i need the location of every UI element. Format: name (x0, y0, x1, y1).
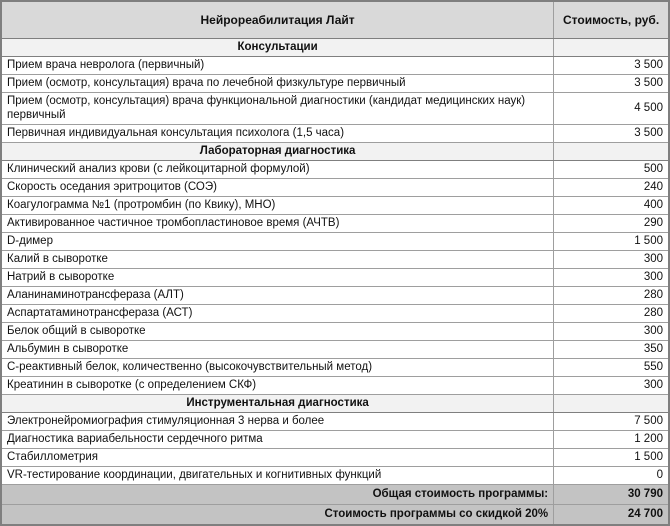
table-row (1, 340, 669, 358)
service-name-cell: Альбумин в сыворотке (1, 340, 554, 358)
section-title: Лабораторная диагностика (1, 142, 554, 160)
service-name-cell: Активированное частичное тромбопластиновое время (АЧТВ) (1, 214, 554, 232)
service-name-cell: Аланинаминотрансфераза (АЛТ) (1, 286, 554, 304)
section-price-cell (554, 39, 669, 57)
table-row (1, 93, 669, 125)
service-name-cell: VR-тестирование координации, двигательных и когнитивных функций (1, 466, 554, 484)
price-cell: 550 (554, 358, 669, 376)
table-row (1, 358, 669, 376)
service-name-cell: D-димер (1, 232, 554, 250)
service-name-cell: Диагностика вариабельности сердечного ритма (1, 430, 554, 448)
price-cell: 290 (554, 214, 669, 232)
total-price-cell: 30 790 (554, 484, 669, 504)
service-name-cell: Первичная индивидуальная консультация психолога (1,5 часа) (1, 124, 554, 142)
price-cell: 400 (554, 196, 669, 214)
service-name-cell: Скорость оседания эритроцитов (СОЭ) (1, 178, 554, 196)
price-cell: 240 (554, 178, 669, 196)
service-name-cell: Прием (осмотр, консультация) врача по лечебной физкультуре первичный (1, 75, 554, 93)
service-name-cell: С-реактивный белок, количественно (высокочувствительный метод) (1, 358, 554, 376)
price-cell: 350 (554, 340, 669, 358)
price-cell: 300 (554, 268, 669, 286)
section-price-cell (554, 142, 669, 160)
service-name-cell: Электронейромиография стимуляционная 3 нерва и более (1, 412, 554, 430)
service-name-cell: Белок общий в сыворотке (1, 322, 554, 340)
discount-label-cell: Стоимость программы со скидкой 20% (1, 504, 554, 525)
price-cell: 1 500 (554, 448, 669, 466)
total-row (1, 484, 669, 504)
table-row (1, 322, 669, 340)
table-row (1, 304, 669, 322)
service-name-cell: Коагулограмма №1 (протромбин (по Квику), МНО) (1, 196, 554, 214)
service-name-cell: Калий в сыворотке (1, 250, 554, 268)
table-row (1, 124, 669, 142)
table-row (1, 214, 669, 232)
table-row (1, 160, 669, 178)
price-cell: 500 (554, 160, 669, 178)
price-cell: 7 500 (554, 412, 669, 430)
table-row (1, 196, 669, 214)
table-row (1, 466, 669, 484)
total-label-cell: Общая стоимость программы: (1, 484, 554, 504)
table-row (1, 250, 669, 268)
table-row (1, 75, 669, 93)
table-row (1, 448, 669, 466)
price-cell: 300 (554, 250, 669, 268)
service-name-cell: Прием врача невролога (первичный) (1, 57, 554, 75)
price-cell: 280 (554, 304, 669, 322)
service-name-cell: Аспартатаминотрансфераза (АСТ) (1, 304, 554, 322)
price-cell: 3 500 (554, 75, 669, 93)
price-cell: 3 500 (554, 57, 669, 75)
service-name-cell: Креатинин в сыворотке (с определением СКФ) (1, 376, 554, 394)
section-row (1, 39, 669, 57)
section-price-cell (554, 394, 669, 412)
price-cell: 1 200 (554, 430, 669, 448)
service-name-cell: Стабиллометрия (1, 448, 554, 466)
section-title: Консультации (1, 39, 554, 57)
discount-total-row (1, 504, 669, 525)
price-cell: 0 (554, 466, 669, 484)
program-title: Нейрореабилитация Лайт (1, 1, 554, 39)
service-name-cell: Натрий в сыворотке (1, 268, 554, 286)
section-row (1, 142, 669, 160)
table-header-row (1, 1, 669, 39)
price-cell: 280 (554, 286, 669, 304)
table-row (1, 412, 669, 430)
service-name-cell: Клинический анализ крови (с лейкоцитарной формулой) (1, 160, 554, 178)
discount-price-cell: 24 700 (554, 504, 669, 525)
table-row (1, 178, 669, 196)
table-row (1, 376, 669, 394)
price-cell: 1 500 (554, 232, 669, 250)
table-row (1, 430, 669, 448)
table-row (1, 57, 669, 75)
section-title: Инструментальная диагностика (1, 394, 554, 412)
price-cell: 3 500 (554, 124, 669, 142)
service-name-cell: Прием (осмотр, консультация) врача функциональной диагностики (кандидат медицинских наук) первичный (1, 93, 554, 125)
table-row (1, 268, 669, 286)
table-row (1, 232, 669, 250)
price-cell: 300 (554, 376, 669, 394)
price-column-header: Стоимость, руб. (554, 1, 669, 39)
table-row (1, 286, 669, 304)
price-cell: 4 500 (554, 93, 669, 125)
price-cell: 300 (554, 322, 669, 340)
section-row (1, 394, 669, 412)
